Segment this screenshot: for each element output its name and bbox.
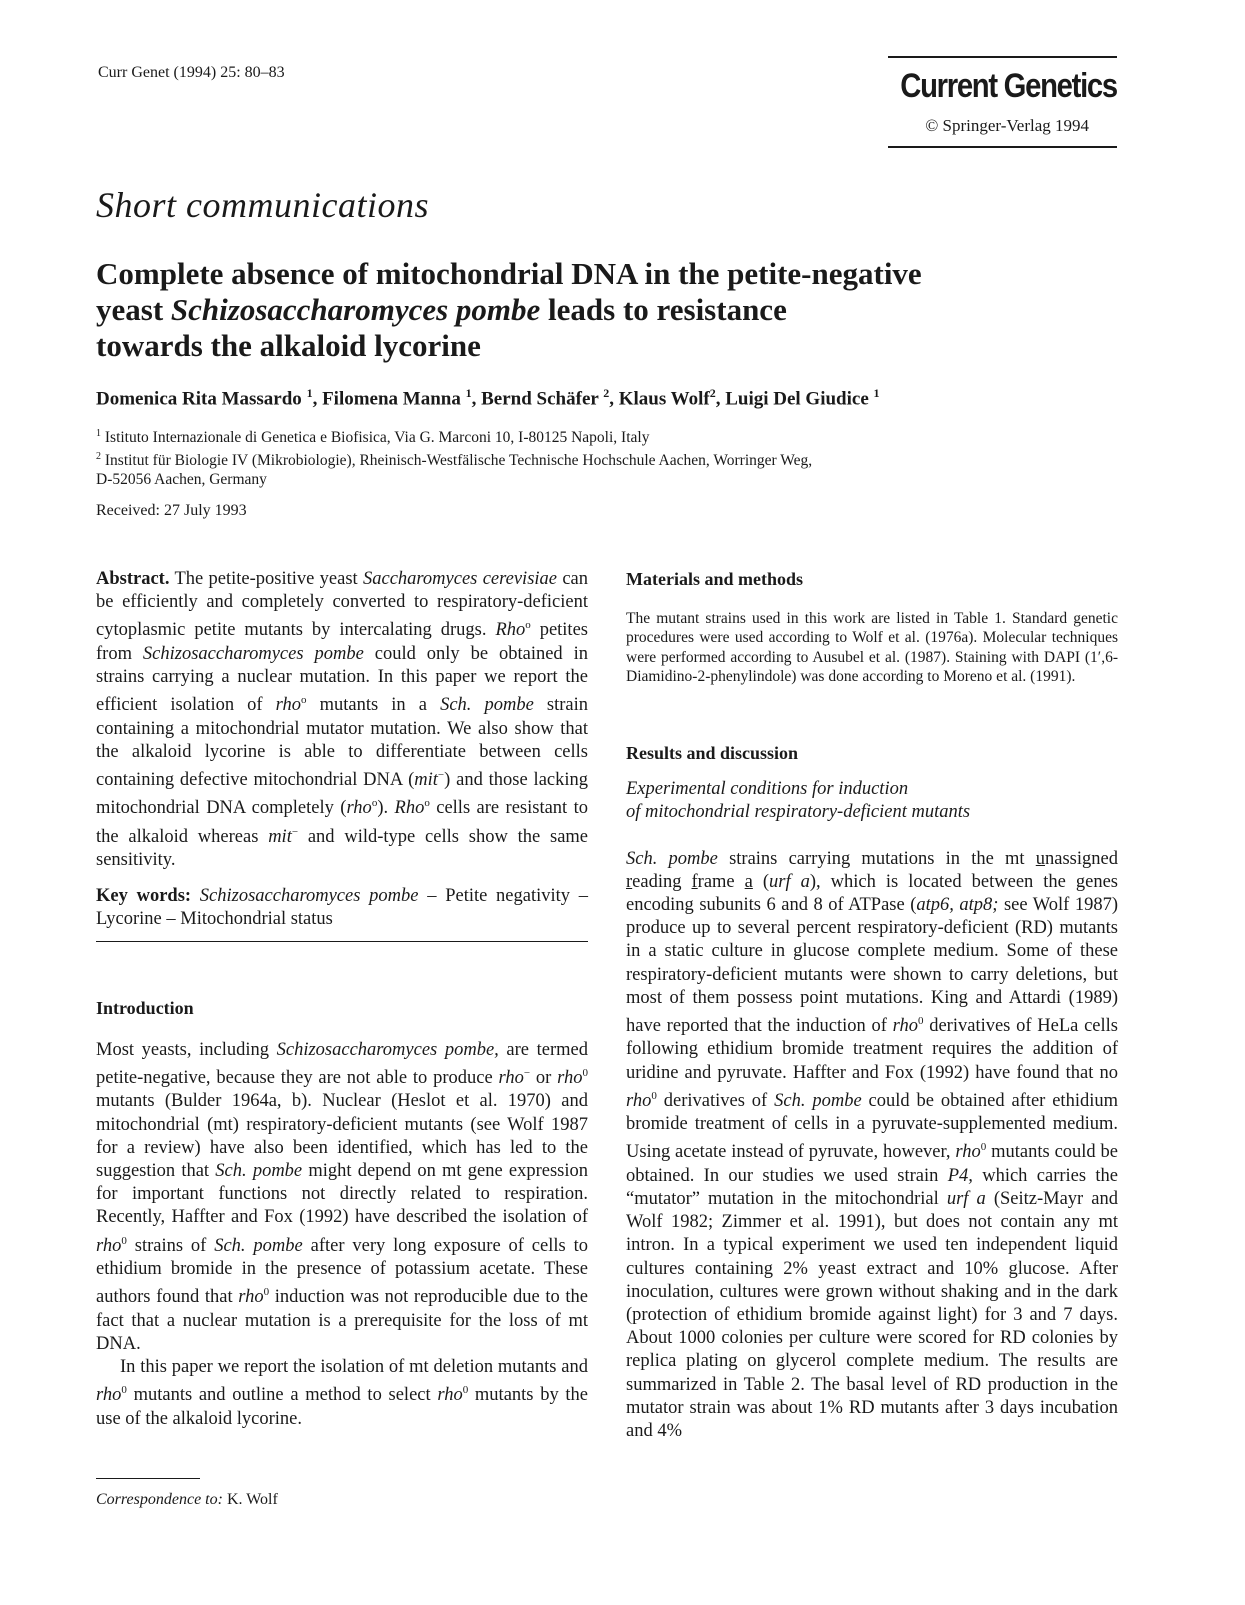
author-name: Filomena Manna bbox=[322, 388, 461, 410]
body-text: Schizosaccharomyces pombe, bbox=[276, 1039, 499, 1060]
abstract-text: rho bbox=[346, 798, 372, 819]
body-text: nassigned bbox=[1045, 848, 1118, 869]
body-text: might depend on mt gene expression for important functions not directly related to respiration. Recently, Haffter and Fox (1992) have described the isolation of bbox=[96, 1161, 588, 1228]
results-paragraph-1 bbox=[626, 848, 1118, 1444]
abstract-text: mit bbox=[414, 770, 438, 791]
results-subheading bbox=[626, 778, 1118, 824]
body-text: strains carrying mutations in the mt bbox=[717, 848, 1036, 869]
author-affiliation-mark: 1 bbox=[873, 386, 880, 400]
methods-text: The mutant strains used in this work are listed in Table 1. Standard genetic procedures were used according to Wolf et al. (1976a). Molecular techniques were performed according to Ausubel et al. (1987). Staining with DAPI (1′,6-Diamidino-2-phenylindole) was done according to Moreno et al. (1991). bbox=[626, 610, 1118, 685]
abstract bbox=[96, 568, 588, 872]
body-text: could be obtained after ethidium bromide treatment of cells in a pyruvate-supplemented medium. Using acetate instead of pyruvate, however, bbox=[626, 1090, 1118, 1163]
body-text: P4, bbox=[947, 1165, 973, 1186]
abstract-text: Saccharomyces cerevisiae bbox=[363, 569, 557, 589]
title-line-1: Complete absence of mitochondrial DNA in the petite-negative bbox=[96, 256, 922, 291]
superscript: 0 bbox=[263, 1286, 270, 1299]
abstract-text: petites from bbox=[96, 620, 588, 664]
body-text: rho bbox=[498, 1068, 524, 1089]
superscript: 0 bbox=[917, 1015, 924, 1028]
title-line-2 bbox=[96, 292, 1136, 328]
superscript: o bbox=[371, 797, 378, 810]
body-text: urf a bbox=[769, 871, 810, 892]
abstract-text: ) and those lacking mitochondrial DNA completely ( bbox=[96, 770, 589, 819]
body-text: derivatives of bbox=[656, 1090, 775, 1111]
abstract-text: strain containing a mitochondrial mutator mutation. We also show that the alkaloid lycorine is able to differentiate between cells containing defective mitochondrial DNA ( bbox=[96, 695, 588, 791]
title-line-3: towards the alkaloid lycorine bbox=[96, 328, 481, 363]
affiliation-2 bbox=[96, 447, 996, 489]
body-text: which carries the “mutator” mutation in the mitochondrial bbox=[626, 1165, 1118, 1209]
right-column bbox=[626, 568, 1118, 1443]
author-name: Klaus Wolf bbox=[618, 388, 710, 410]
body-text: rho bbox=[557, 1068, 583, 1089]
affiliation-1 bbox=[96, 424, 996, 447]
body-text: r bbox=[626, 871, 633, 892]
author-affiliation-mark: 2 bbox=[709, 386, 716, 400]
body-text: ), which is located between the genes encoding subunits 6 and 8 of ATPase ( bbox=[626, 871, 1119, 916]
body-text: derivatives of HeLa cells following ethidium bromide treatment requires the addition of uridine and pyruvate. Haffter and Fox (1992) have found that no bbox=[626, 1016, 1118, 1083]
body-text: are termed petite-negative, because they are not able to produce bbox=[96, 1039, 588, 1089]
superscript: o bbox=[525, 619, 531, 632]
body-text: after very long exposure of cells to ethidium bromide in the presence of potassium acetate. These authors found that bbox=[96, 1235, 588, 1308]
superscript: 0 bbox=[980, 1141, 987, 1154]
body-text: Sch. pombe bbox=[215, 1161, 303, 1181]
author-list: Domenica Rita Massardo $^1$, Filomena Manna $^1$, Bernd Schäfer $^2$, Klaus Wolf$^2$, Luigi Del Giudice $^1$ bbox=[96, 386, 880, 410]
methods-heading: Materials and methods bbox=[626, 569, 803, 589]
body-text: rho bbox=[955, 1142, 981, 1163]
abstract-text: and wild-type cells show the same sensitivity. bbox=[96, 826, 589, 871]
article-title bbox=[96, 256, 1136, 364]
keywords bbox=[96, 885, 588, 931]
body-text: Sch. pombe bbox=[214, 1235, 303, 1256]
masthead-top-rule bbox=[888, 56, 1117, 58]
superscript: o bbox=[301, 694, 307, 707]
introduction-paragraph-1 bbox=[96, 1039, 588, 1356]
section-label: Short communications bbox=[96, 185, 429, 225]
body-text: mutants (Bulder 1964a, b). Nuclear (Heslot et al. 1970) and mitochondrial (mt) respiratory-deficient mutants (see Wolf 1987 for a review) have also been identified, which has led to the suggestion that bbox=[96, 1091, 588, 1181]
superscript: o bbox=[424, 797, 430, 810]
affiliation-number: 1 bbox=[96, 428, 101, 439]
subheading-text: of mitochondrial respiratory-deficient mutants bbox=[626, 802, 971, 823]
body-text: rho bbox=[238, 1287, 264, 1308]
author-name: Bernd Schäfer bbox=[481, 388, 599, 410]
abstract-label: Abstract. bbox=[96, 569, 170, 589]
title-species: Schizosaccharomyces pombe bbox=[170, 292, 541, 327]
superscript: − bbox=[291, 825, 299, 838]
body-text: rho bbox=[437, 1385, 463, 1406]
superscript: 0 bbox=[462, 1384, 469, 1397]
author-affiliation-mark: 1 bbox=[465, 386, 472, 400]
superscript: 0 bbox=[651, 1089, 657, 1102]
body-text: Most yeasts, including bbox=[96, 1039, 277, 1060]
superscript: 0 bbox=[121, 1234, 127, 1247]
copyright-line: © Springer-Verlag 1994 bbox=[925, 116, 1089, 135]
keywords-text: – Petite negativity – Lycorine – Mitochondrial status bbox=[96, 886, 589, 930]
author-name: Luigi Del Giudice bbox=[725, 388, 869, 410]
left-column bbox=[96, 568, 588, 1431]
abstract-divider bbox=[96, 941, 588, 942]
abstract-text: can be efficiently and completely converted to respiratory-deficient cytoplasmic petite mutants by intercalating drugs. bbox=[96, 569, 588, 641]
correspondence-label: Correspondence to: bbox=[96, 1491, 223, 1508]
body-text: rho bbox=[96, 1235, 122, 1256]
introduction-heading: Introduction bbox=[96, 997, 194, 1018]
correspondence-note bbox=[96, 1491, 278, 1509]
abstract-text: could only be obtained in strains carrying a nuclear mutation. In this paper we report the efficient isolation of bbox=[96, 643, 589, 716]
body-text: atp6, atp8; bbox=[916, 895, 999, 916]
body-text: urf a bbox=[946, 1188, 986, 1209]
superscript: 0 bbox=[582, 1067, 588, 1080]
journal-masthead: Current Genetics bbox=[900, 67, 1117, 105]
body-text: ( bbox=[752, 871, 770, 892]
body-text: In this paper we report the isolation of mt deletion mutants and bbox=[120, 1356, 588, 1377]
title-text: yeast bbox=[96, 292, 171, 327]
abstract-text: Rho bbox=[495, 620, 526, 641]
journal-citation: Curr Genet (1994) 25: 80–83 bbox=[98, 64, 285, 81]
abstract-text: mutants in a bbox=[306, 695, 441, 716]
body-text: rho bbox=[626, 1090, 652, 1111]
footnote-rule bbox=[96, 1478, 200, 1479]
superscript: 0 bbox=[121, 1384, 127, 1397]
body-text: rho bbox=[96, 1385, 122, 1406]
body-text: u bbox=[1035, 848, 1046, 869]
body-text: rho bbox=[892, 1016, 918, 1037]
correspondence-name: K. Wolf bbox=[222, 1491, 278, 1508]
keywords-text: Schizosaccharomyces pombe bbox=[199, 886, 419, 907]
abstract-text: Schizosaccharomyces pombe bbox=[142, 643, 364, 664]
body-text: Sch. pombe bbox=[626, 848, 718, 869]
results-heading: Results and discussion bbox=[626, 743, 799, 764]
body-text: see Wolf 1987) produce up to several percent respiratory-deficient (RD) mutants in a static culture in glucose complete medium. Some of these respiratory-deficient mutants were shown to carry deletions, but most of them possess point mutations. King and Attardi (1989) have reported that the induction of bbox=[626, 895, 1118, 1037]
body-text: a bbox=[744, 871, 753, 892]
abstract-text: rho bbox=[275, 695, 302, 716]
body-text: f bbox=[691, 871, 698, 892]
author-affiliation-mark: 2 bbox=[603, 386, 610, 400]
abstract-text: cells are resistant to the alkaloid whereas bbox=[96, 798, 588, 847]
abstract-text: ). bbox=[377, 798, 395, 819]
author-affiliation-mark: 1 bbox=[306, 386, 313, 400]
received-date: Received: 27 July 1993 bbox=[96, 502, 247, 519]
body-text: rame bbox=[697, 871, 745, 892]
body-text: (Seitz-Mayr and Wolf 1982; Zimmer et al. 1991), but does not contain any mt intron. In a typical experiment we used ten independent liquid cultures containing 2% yeast extract and 10% glucose. After inoculation, cultures were grown without shaking and in the dark (protection of ethidium bromide against light) for 3 and 7 days. About 1000 colonies per culture were scored for RD colonies by replica plating on glycerol complete medium. The results are summarized in Table 2. The basal level of RD production in the mutator strain was about 1% RD mutants after 3 days incubation and 4% bbox=[626, 1188, 1118, 1441]
abstract-text: Sch. pombe bbox=[440, 695, 534, 716]
abstract-text: mit bbox=[268, 826, 292, 847]
body-text: or bbox=[530, 1068, 558, 1089]
affiliation-text: D-52056 Aachen, Germany bbox=[96, 471, 267, 489]
affiliation-text: Institut für Biologie IV (Mikrobiologie), Rheinisch-Westfälische Technische Hochschule Aachen, Worringer Weg, bbox=[104, 452, 813, 470]
body-text: mutants by the use of the alkaloid lycorine. bbox=[96, 1385, 588, 1429]
title-text: leads to resistance bbox=[540, 292, 787, 327]
subheading-text: Experimental conditions for induction bbox=[626, 779, 909, 800]
body-text: induction was not reproducible due to the fact that a nuclear mutation is a prerequisite for the loss of mt DNA. bbox=[96, 1287, 588, 1354]
body-text: mutants and outline a method to select bbox=[126, 1385, 438, 1406]
author-name: Domenica Rita Massardo bbox=[96, 388, 302, 410]
masthead-bottom-rule bbox=[888, 146, 1117, 148]
body-text: Sch. pombe bbox=[774, 1090, 862, 1111]
superscript: − bbox=[523, 1067, 531, 1080]
keywords-label: Key words: bbox=[96, 886, 192, 907]
affiliations bbox=[96, 424, 996, 489]
body-text: strains of bbox=[126, 1235, 215, 1256]
abstract-text: Rho bbox=[394, 798, 425, 819]
body-text: eading bbox=[632, 871, 692, 892]
abstract-text: The petite-positive yeast bbox=[169, 569, 363, 589]
affiliation-text: Istituto Internazionale di Genetica e Biofisica, Via G. Marconi 10, I-80125 Napoli, Italy bbox=[104, 429, 650, 447]
body-text: mutants could be obtained. In our studies we used strain bbox=[626, 1142, 1118, 1186]
superscript: − bbox=[437, 768, 445, 781]
affiliation-number: 2 bbox=[96, 451, 101, 463]
introduction-paragraph-2 bbox=[96, 1356, 588, 1431]
